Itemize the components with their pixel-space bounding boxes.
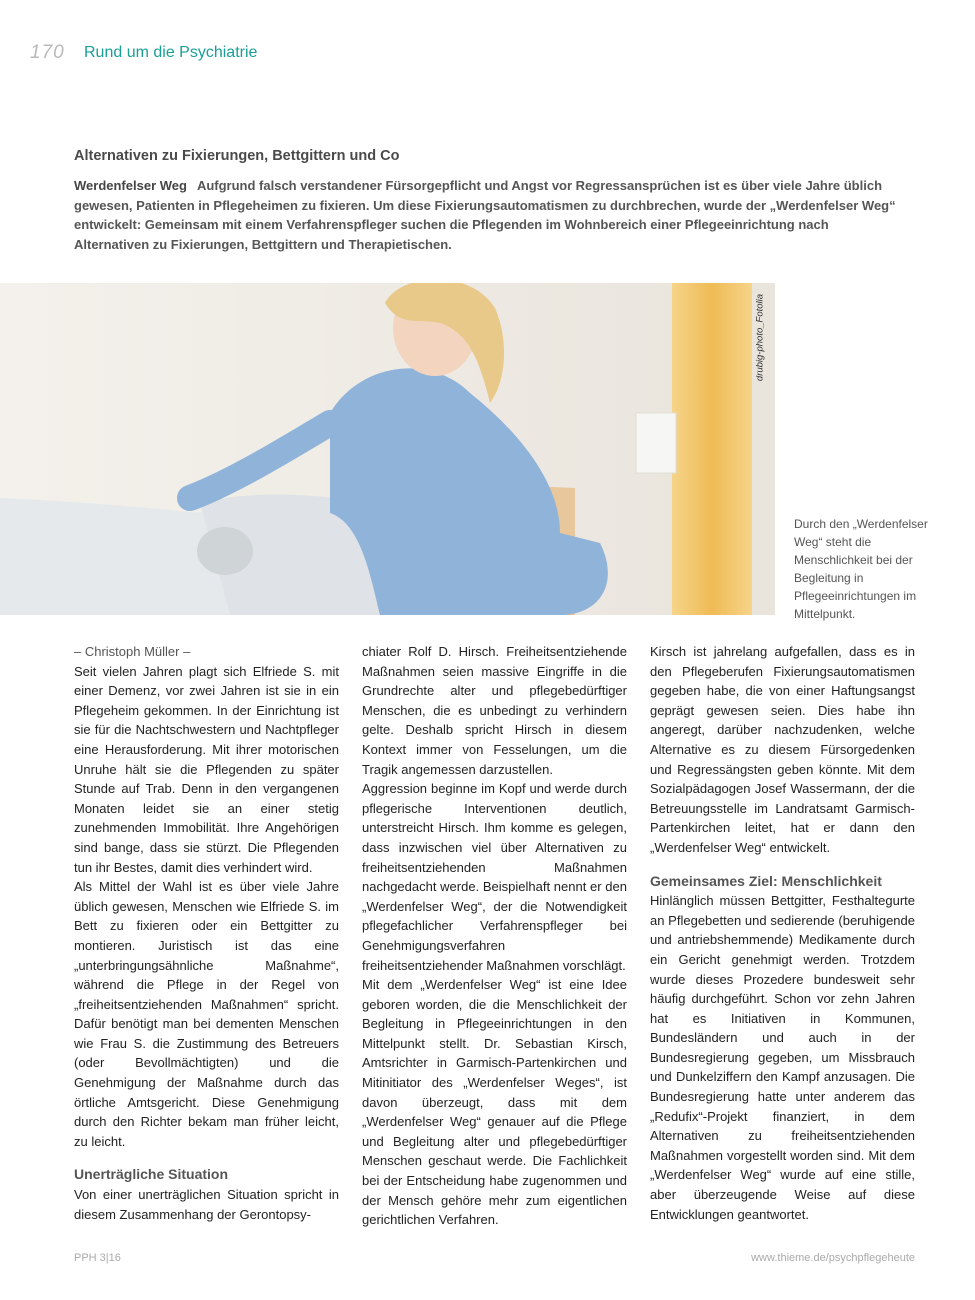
curtain: [672, 283, 752, 615]
radiator: [636, 413, 676, 473]
intro-box: [74, 148, 900, 254]
paragraph: Hinlänglich müssen Bettgitter, Festhaltegurte an Pflegebetten und sedierende (beruhigende und antriebshemmende) Medikamente durch ein Gericht genehmigt werden. Trotzdem wurde dieses Prozedere bundesweit sehr häufig durchgeführt. Schon vor zehn Jahren hat es Initiativen in Kommunen, Bundesländern und auch in der Bundesregierung gegeben, um Missbrauch und Dunkelziffern den Kampf anzusagen. Die Bundesregierung hatte unter anderem das „Redufix“-Projekt finanziert, in dem Alternativen zu freiheitsentziehenden Maßnahmen vorgestellt worden sind. Mit dem „Werdenfelser Weg“ wurde auf eine stille, aber überzeugende Weise auf diese Entwicklungen geantwortet.: [650, 893, 915, 1222]
paragraph: Kirsch ist jahrelang aufgefallen, dass es in den Pflegeberufen Fixierungsautomatismen gegeben habe, die von einer Haftungsangst geprägt gewesen seien. Dies habe ihn angeregt, darüber nachzudenken, welche Alternative es zu diesem Fürsorgedenken und Regressängsten geben könnte. Mit dem Sozialpädagogen Josef Wassermann, der die Betreuungsstelle im Landratsamt Garmisch-Partenkirchen leitet, hat er dann den „Werdenfelser Weg“ entwickelt.: [650, 644, 915, 855]
paragraph: Als Mittel der Wahl ist es über viele Jahre üblich gewesen, Menschen wie Elfriede S. im Bett zu fixieren oder ein Bettgitter zu montieren. Juristisch ist das eine „unterbringungsähnliche Maßnahme“, während die Pflege in der Regel von „freiheitsentziehenden Maßnahmen“ spricht. Dafür benötigt man bei dementen Menschen wie Frau S. die Zustimmung des Betreuers (oder Bevollmächtigten) und die Genehmigung der Maßnahme durch das örtliche Amtsgericht. Diese Genehmigung durch den Richter bekam man früher leicht, zu leicht.: [74, 879, 339, 1149]
page-number: 170: [30, 42, 65, 63]
subheading: Gemeinsames Ziel: Menschlichkeit: [650, 872, 882, 889]
intro-body: Aufgrund falsch verstandener Fürsorgepflicht und Angst vor Regressansprüchen ist es über viele Jahre üblich gewesen, Patienten in Pflegeheimen zu fixieren. Um diese Fixierungsautomatismen zu durchbrechen, wurde der „Werdenfelser Weg“ entwickelt: Gemeinsam mit einem Verfahrenspfleger suchen die Pflegenden im Wohnbereich einer Pflegeeinrichtung nach Alternativen zu Fixierungen, Bettgittern und Therapietischen.: [74, 178, 896, 252]
intro-lead: Werdenfelser Weg: [74, 178, 187, 193]
photo-illustration: [0, 283, 775, 615]
footer-url[interactable]: www.thieme.de/psychpflegeheute: [751, 1252, 915, 1264]
article-column-2: [362, 642, 627, 1230]
subheading: Unerträgliche Situation: [74, 1166, 229, 1183]
intro-text: [74, 176, 900, 254]
article-photo: [0, 283, 775, 615]
intro-title: Alternativen zu Fixierungen, Bettgittern und Co: [74, 148, 400, 164]
paragraph: chiater Rolf D. Hirsch. Freiheitsentziehende Maßnahmen seien massive Eingriffe in die Grundrechte alter und pflegebedürftiger Menschen, die es unbedingt zu verhindern gelte. Deshalb spricht Hirsch in diesem Kontext immer von Fesselungen, um die Tragik angemessen darzustellen.: [362, 644, 627, 777]
footer-issue: PPH 3|16: [74, 1252, 121, 1264]
patient-head: [197, 527, 253, 575]
paragraph: Aggression beginne im Kopf und werde durch pflegerische Interventionen deutlich, unterstreicht Hirsch. Ihm komme es gelegen, dass inzwischen viel über Alternativen zu freiheitsentziehenden Maßnahmen nachgedacht werde. Beispielhaft nennt er den „Werdenfelser Weg“, der die Notwendigkeit pflegefachlicher Verfahrenspfleger bei Genehmigungsverfahren freiheitsentziehender Maßnahmen vorschlägt.: [362, 781, 627, 973]
section-title: Rund um die Psychiatrie: [84, 44, 258, 61]
paragraph: Mit dem „Werdenfelser Weg“ ist eine Idee geboren worden, die die Menschlichkeit der Begleitung in Pflegeeinrichtungen in den Mittelpunkt stellt. Dr. Sebastian Kirsch, Amtsrichter in Garmisch-Partenkirchen und Mitinitiator des „Werdenfelser Weges“, ist davon überzeugt, dass mit dem „Werdenfelser Weg“ genauer auf die Pflege und Begleitung alter und pflegebedürftiger Menschen geschaut werde. Die Fachlichkeit bei der Entscheidung habe zugenommen und der Mensch gehöre mehr zum eigentlichen gerichtlichen Verfahren.: [362, 977, 627, 1228]
paragraph: Seit vielen Jahren plagt sich Elfriede S. mit einer Demenz, vor zwei Jahren ist sie in ein Pflegeheim gekommen. In der Einrichtung ist sie für die Nachtschwestern und Nachtpfleger eine Herausforderung. Mit ihrer motorischen Unruhe hält sie die Pflegenden zu später Stunde auf Trab. Denn in den vergangenen Monaten leidet sie an einer stetig zunehmenden Immobilität. Ihre Angehörigen sind bange, dass sie stürzt. Die Pflegenden tun ihr Bestes, damit dies verhindert wird.: [74, 663, 339, 875]
article-column-1: [74, 642, 339, 1224]
photo-credit-text: drubig-photo_Fotolia: [754, 293, 766, 382]
article-column-3: [650, 642, 915, 1224]
photo-caption: Durch den „Werdenfelser Weg“ steht die Menschlichkeit bei der Begleitung in Pflegeeinrichtungen im Mittelpunkt.: [794, 517, 928, 621]
author: – Christoph Müller –: [74, 644, 191, 659]
photo-credit: [752, 290, 768, 390]
paragraph: Von einer unerträglichen Situation spricht in diesem Zusammenhang der Gerontopsy-: [74, 1187, 339, 1222]
